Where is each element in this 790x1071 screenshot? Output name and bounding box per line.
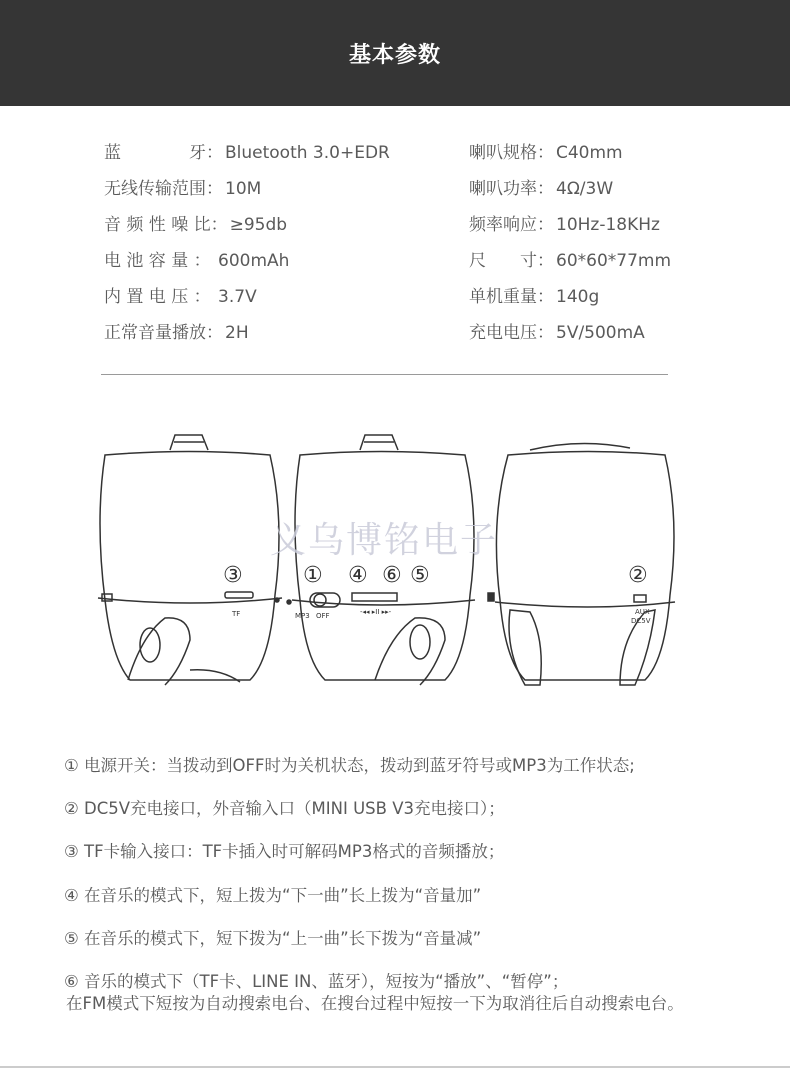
spec-value: 5V/500mA bbox=[556, 323, 645, 343]
divider bbox=[101, 374, 668, 375]
spec-label: 单机重量： bbox=[469, 287, 554, 307]
spec-battery bbox=[104, 246, 289, 271]
spec-wireless-range bbox=[104, 174, 261, 199]
marker-6: ⑥ bbox=[382, 563, 402, 588]
spec-label: 喇叭规格： bbox=[469, 143, 554, 163]
spec-label: 充电电压： bbox=[469, 323, 554, 343]
page-title: 基本参数 bbox=[348, 42, 441, 68]
desc-item-1: ① 电源开关：当拨动到OFF时为关机状态，拨动到蓝牙符号或MP3为工作状态; bbox=[64, 756, 635, 775]
label-aux: AUX bbox=[635, 608, 650, 616]
desc-item-5: ⑤ 在音乐的模式下，短下拨为“上一曲”长下拨为“音量减” bbox=[64, 929, 482, 948]
desc-item-6: ⑥ 音乐的模式下（TF卡、LINE IN、蓝牙），短按为“播放”、“暂停”； bbox=[64, 972, 569, 991]
spec-label: 频率响应： bbox=[469, 215, 554, 235]
label-tf: TF bbox=[232, 610, 241, 618]
label-off: OFF bbox=[316, 612, 330, 620]
marker-1: ① bbox=[303, 563, 323, 588]
marker-3: ③ bbox=[223, 563, 243, 588]
spec-charging bbox=[469, 318, 645, 343]
desc-item-6-continued: 在FM模式下短按为自动搜索电台、在搜台过程中短按一下为取消往后自动搜索电台。 bbox=[66, 994, 684, 1013]
desc-item-2: ② DC5V充电接口，外音输入口（MINI USB V3充电接口）； bbox=[64, 799, 505, 818]
spec-voltage bbox=[104, 282, 257, 307]
spec-value: 600mAh bbox=[212, 251, 290, 271]
spec-value: 3.7V bbox=[212, 287, 257, 307]
spec-label: 音 频 性 噪 比： bbox=[104, 215, 228, 235]
spec-value: 10Hz-18KHz bbox=[556, 215, 660, 235]
spec-weight bbox=[469, 282, 599, 307]
spec-speaker-size bbox=[469, 138, 623, 163]
spec-label: 正常音量播放： bbox=[104, 323, 223, 343]
spec-label: 蓝 牙： bbox=[104, 143, 223, 163]
spec-value: 10M bbox=[225, 179, 262, 199]
spec-playtime bbox=[104, 318, 249, 343]
spec-speaker-power bbox=[469, 174, 613, 199]
header-bar bbox=[0, 0, 790, 106]
desc-item-3: ③ TF卡输入接口：TF卡插入时可解码MP3格式的音频播放； bbox=[64, 842, 505, 861]
spec-frequency bbox=[469, 210, 660, 235]
desc-item-4: ④ 在音乐的模式下，短上拨为“下一曲”长上拨为“音量加” bbox=[64, 886, 482, 905]
marker-5: ⑤ bbox=[410, 563, 430, 588]
label-mp3: MP3 bbox=[295, 612, 310, 620]
spec-value: Bluetooth 3.0+EDR bbox=[225, 143, 390, 163]
spec-bluetooth bbox=[104, 138, 390, 163]
product-diagram bbox=[90, 430, 710, 700]
spec-value: ≥95db bbox=[229, 215, 288, 235]
marker-2: ② bbox=[628, 563, 648, 588]
bottom-divider bbox=[0, 1066, 790, 1068]
spec-dimensions bbox=[469, 246, 671, 271]
spec-label: 尺 寸： bbox=[469, 251, 554, 271]
spec-value: 4Ω/3W bbox=[556, 179, 614, 199]
spec-value: 2H bbox=[225, 323, 249, 343]
spec-value: C40mm bbox=[556, 143, 623, 163]
spec-value: 140g bbox=[556, 287, 600, 307]
spec-value: 60*60*77mm bbox=[556, 251, 672, 271]
watermark: 义乌博铭电子 bbox=[270, 520, 499, 561]
spec-label: 无线传输范围： bbox=[104, 179, 223, 199]
marker-4: ④ bbox=[348, 563, 368, 588]
spec-label: 喇叭功率： bbox=[469, 179, 554, 199]
spec-label: 电 池 容 量 ： bbox=[104, 251, 211, 271]
spec-label: 内 置 电 压 ： bbox=[104, 287, 211, 307]
spec-snr bbox=[104, 210, 287, 235]
label-dc5v: DC5V bbox=[631, 617, 651, 625]
label-controls: -◂◂ ▸II ▸▸- bbox=[360, 608, 392, 616]
speaker-left-view bbox=[98, 435, 282, 685]
